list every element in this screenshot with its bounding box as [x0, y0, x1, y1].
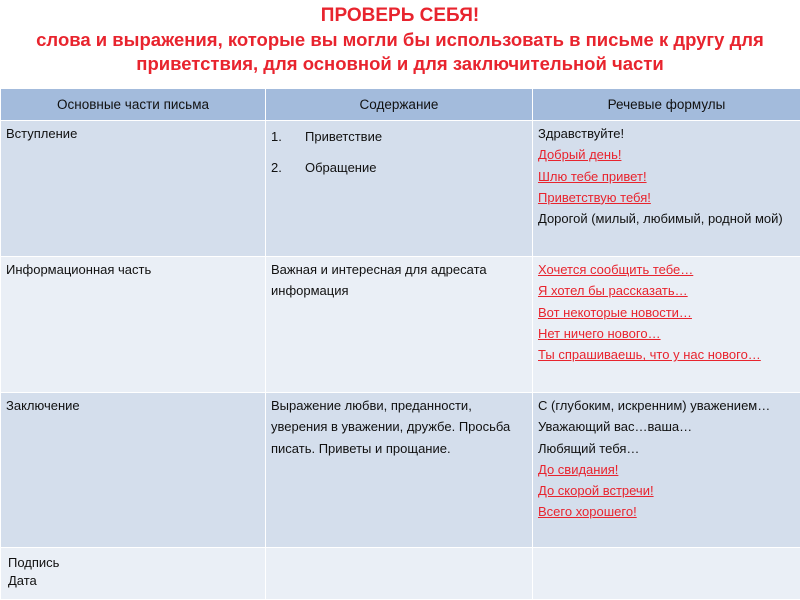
content-cell: Выражение любви, преданности, уверения в уважении, дружбе. Просьба писать. Приветы и прощание. [266, 393, 533, 548]
part-cell: Вступление [1, 121, 266, 257]
formula-line: До скорой встречи! [538, 483, 654, 499]
date-label: Дата [8, 573, 37, 588]
formula-line: Шлю тебе привет! [538, 168, 647, 184]
table-header-row [1, 89, 800, 121]
table-row [1, 393, 800, 548]
formula-line: С (глубоким, искренним) уважением… [538, 398, 771, 413]
table-row [1, 257, 800, 393]
formula-line: Я хотел бы рассказать… [538, 283, 688, 299]
formula-line: Вот некоторые новости… [538, 304, 692, 320]
formula-line: Здравствуйте! [538, 126, 625, 141]
title-line-1: ПРОВЕРЬ СЕБЯ! [320, 5, 480, 26]
formula-line: Любящий тебя… [538, 440, 640, 456]
formula-line: Дорогой (милый, любимый, родной мой) [538, 211, 783, 227]
header-content: Содержание [266, 89, 533, 121]
part-cell [1, 548, 266, 600]
content-list [271, 127, 527, 178]
letter-parts-table [0, 88, 800, 600]
table-row [1, 121, 800, 257]
formula-line: Всего хорошего! [538, 504, 637, 520]
list-item [271, 127, 527, 147]
formula-line: Уважающий вас…ваша… [538, 419, 693, 435]
formula-line: Ты спрашиваешь, что у нас нового… [538, 347, 761, 363]
page-title [0, 4, 800, 76]
header-formulas: Речевые формулы [533, 89, 800, 121]
header-parts: Основные части письма [1, 89, 266, 121]
formulas-cell [533, 548, 800, 600]
list-number: 2. [271, 160, 282, 175]
list-number: 1. [271, 129, 282, 144]
title-line-2: слова и выражения, которые вы могли бы использовать в письме к другу для приветствия, для основной и для заключительной части [36, 29, 764, 74]
formula-line: Нет ничего нового… [538, 325, 661, 341]
content-cell [266, 121, 533, 257]
formula-line: Приветствую тебя! [538, 189, 651, 205]
formula-line: Добрый день! [538, 147, 622, 163]
part-cell: Информационная часть [1, 257, 266, 393]
list-text: Приветствие [305, 129, 383, 144]
list-text: Обращение [305, 160, 377, 175]
formulas-cell [533, 121, 800, 257]
content-cell [266, 548, 533, 600]
signature-label: Подпись [8, 555, 60, 570]
part-cell: Заключение [1, 393, 266, 548]
formula-line: До свидания! [538, 461, 619, 477]
list-item [271, 158, 527, 178]
formulas-cell [533, 393, 800, 548]
table-row [1, 548, 800, 600]
content-cell: Важная и интересная для адресата информация [266, 257, 533, 393]
formulas-cell [533, 257, 800, 393]
formula-line: Хочется сообщить тебе… [538, 262, 694, 277]
